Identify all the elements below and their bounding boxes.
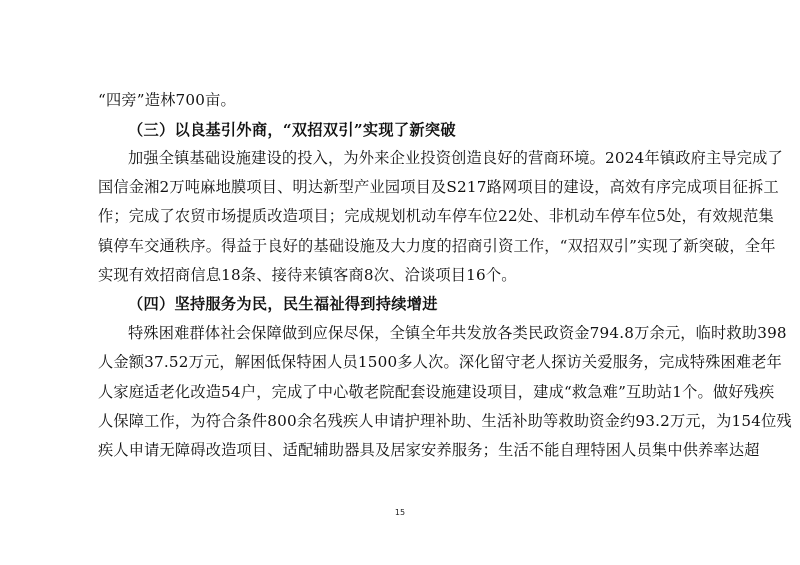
text-line: 实现有效招商信息18条、接待来镇客商8次、洽谈项目16个。 [98, 266, 517, 284]
section-heading-4: （四）坚持服务为民，民生福祉得到持续增进 [128, 295, 438, 313]
text-line: 加强全镇基础设施建设的投入，为外来企业投资创造良好的营商环境。2024年镇政府主导完成了 [128, 149, 783, 167]
text-line: 国信金湘2万吨麻地膜项目、明达新型产业园项目及S217路网项目的建设，高效有序完成项目征拆工 [98, 178, 779, 196]
text-line: 特殊困难群体社会保障做到应保尽保，全镇全年共发放各类民政资金794.8万余元，临时救助398 [128, 324, 787, 342]
section-heading-3: （三）以良基引外商，“双招双引”实现了新突破 [128, 121, 456, 139]
text-line: 人保障工作，为符合条件800余名残疾人申请护理补助、生活补助等救助资金约93.2万元，为154位残 [98, 412, 792, 430]
text-line: 人金额37.52万元，解困低保特困人员1500多人次。深化留守老人探访关爱服务，完成特殊困难老年 [98, 353, 783, 371]
text-line: “四旁”造林700亩。 [98, 91, 236, 109]
text-line: 疾人申请无障碍改造项目、适配辅助器具及居家安养服务；生活不能自理特困人员集中供养率达超 [98, 441, 760, 459]
text-line: 镇停车交通秩序。得益于良好的基础设施及大力度的招商引资工作，“双招双引”实现了新突破，全年 [98, 237, 776, 255]
page-number: 15 [394, 508, 406, 517]
text-line: 人家庭适老化改造54户，完成了中心敬老院配套设施建设项目，建成“救急难”互助站1个。做好残疾 [98, 383, 775, 401]
text-line: 作；完成了农贸市场提质改造项目；完成规划机动车停车位22处、非机动车停车位5处，有效规范集 [98, 207, 774, 225]
